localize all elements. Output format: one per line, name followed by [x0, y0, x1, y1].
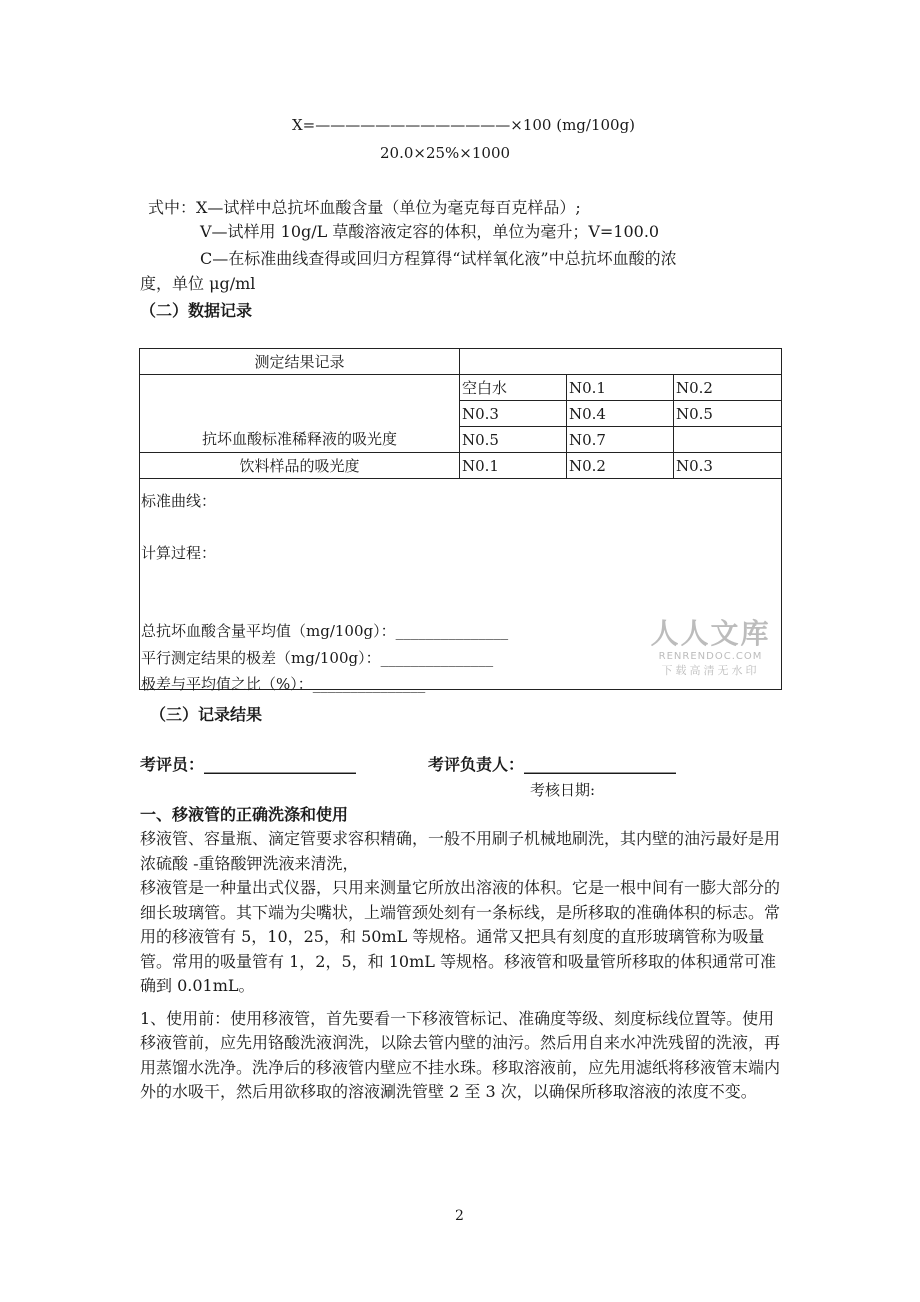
watermark-logo [648, 618, 773, 678]
watermark-sub: 下载高清无水印 [661, 664, 760, 677]
table-title-cell: 测定结果记录 [140, 349, 460, 375]
paragraph: 1、使用前：使用移液管，首先要看一下移液管标记、准确度等级、刻度标线位置等。使用移液管前，应先用铬酸洗液润洗，以除去管内壁的油污。然后用自来水冲洗残留的洗液，再用蒸馏水洗净。洗净后的移液管内壁应不挂水珠。移取溶液前，应先用滤纸将移液管末端内外的水吸干，然后用欲移取的溶液涮洗管壁 2 至 3 次，以确保所移取溶液的浓度不变。 [140, 1008, 781, 1101]
section-title-data-record: （二）数据记录 [140, 301, 253, 320]
table-cell: N0.4 [567, 401, 674, 427]
pipette-section-title: 一、移液管的正确洗涤和使用 [140, 805, 349, 824]
table-cell: N0.1 [460, 453, 567, 479]
ratio-line: 极差与平均值之比（%）：_______________ [141, 675, 426, 693]
pipette-body [140, 827, 780, 1105]
legend-c-line-1: C—在标准曲线查得或回归方程算得“试样氧化液”中总抗坏血酸的浓 [200, 249, 677, 268]
page-number: 2 [455, 1208, 464, 1224]
table-cell: N0.5 [674, 401, 782, 427]
standard-curve-label: 标准曲线： [141, 492, 217, 510]
calculation-label: 计算过程： [141, 544, 217, 562]
formula-line-1: X=—————————————×100 (mg/100g) [292, 116, 636, 134]
table-cell: N0.3 [674, 453, 782, 479]
table-cell: N0.5 [460, 427, 567, 453]
table-cell: N0.1 [567, 375, 674, 401]
table-cell: 空白水 [460, 375, 567, 401]
table-cell: N0.7 [567, 427, 674, 453]
table-cell: N0.2 [674, 375, 782, 401]
range-line: 平行测定结果的极差（mg/100g）：_______________ [141, 649, 494, 667]
leader-signature: 考评负责人：___________________ [428, 755, 677, 774]
sample-absorbance-label: 饮料样品的吸光度 [140, 453, 460, 479]
exam-date: 考核日期: [530, 781, 596, 799]
average-content-line: 总抗坏血酸含量平均值（mg/100g）：_______________ [141, 622, 509, 640]
table-cell: N0.2 [567, 453, 674, 479]
std-absorbance-label: 抗坏血酸标准稀释液的吸光度 [140, 375, 460, 453]
legend-v: V—试样用 10g/L 草酸溶液定容的体积，单位为毫升；V=100.0 [200, 222, 660, 241]
section-title-record-result: （三）记录结果 [150, 705, 263, 724]
table-row [140, 375, 782, 401]
paragraph: 移液管、容量瓶、滴定管要求容积精确，一般不用刷子机械地刷洗，其内壁的油污最好是用浓硫酸 -重铬酸钾洗液来清洗， [140, 829, 781, 873]
table-cell [460, 349, 782, 375]
legend-x: 式中：X—试样中总抗坏血酸含量（单位为毫克每百克样品）; [148, 198, 581, 217]
paragraph: 移液管是一种量出式仪器，只用来测量它所放出溶液的体积。它是一根中间有一膨大部分的细长玻璃管。其下端为尖嘴状，上端管颈处刻有一条标线，是所移取的准确体积的标志。常用的移液管有 5，10，25，和 50mL 等规格。通常又把具有刻度的直形玻璃管称为吸量管。常用的吸量管有 1，2，5，和 10mL 等规格。移液管和吸量管所移取的体积通常可准确到 0.01mL。 [140, 878, 781, 995]
table-row [140, 349, 782, 375]
watermark-main: 人人文库 [650, 617, 771, 650]
table-cell [674, 427, 782, 453]
table-cell: N0.3 [460, 401, 567, 427]
formula-line-2: 20.0×25%×1000 [380, 144, 511, 162]
examiner-signature: 考评员：___________________ [140, 755, 357, 774]
watermark-url: RENRENDOC.COM [658, 651, 763, 662]
legend-c-line-2: 度，单位 μg/ml [140, 274, 256, 293]
table-row [140, 453, 782, 479]
